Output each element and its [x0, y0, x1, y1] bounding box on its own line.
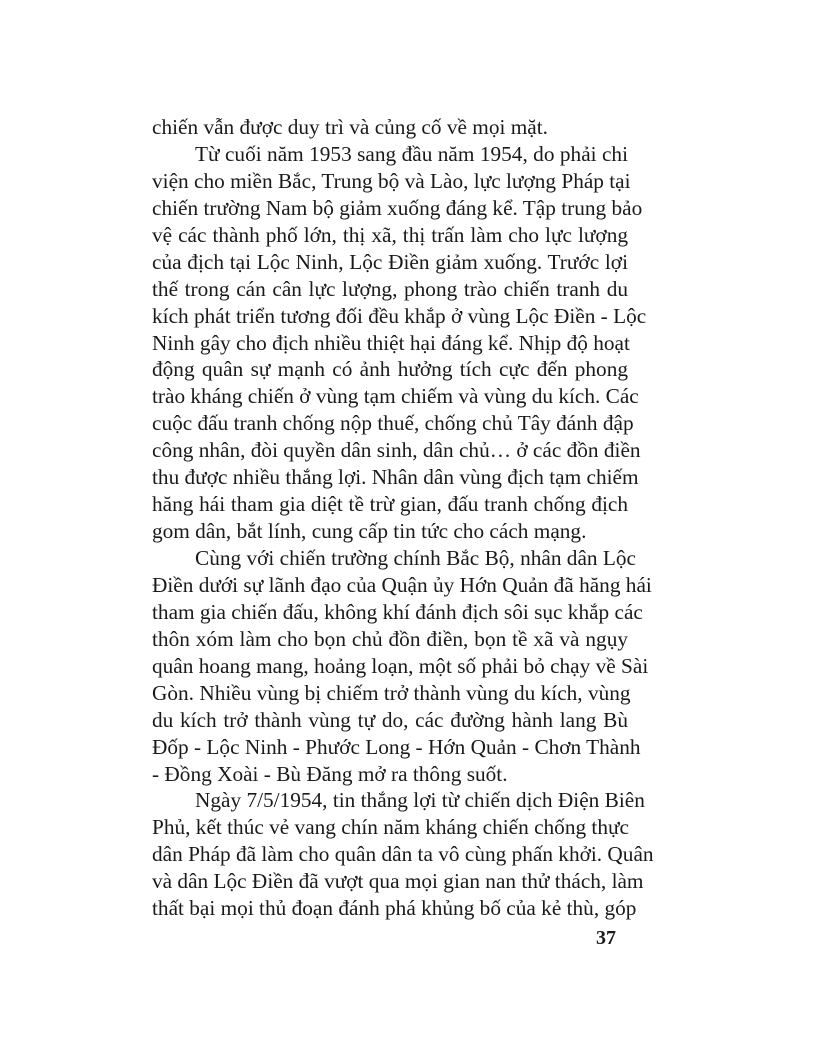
- text-line: của địch tại Lộc Ninh, Lộc Điền giảm xuống. Trước lợi: [152, 249, 628, 274]
- text-line: Điền dưới sự lãnh đạo của Quận ủy Hớn Quản đã hăng hái: [152, 572, 652, 597]
- text-line: du kích trở thành vùng tự do, các đường hành lang Bù: [152, 707, 628, 732]
- paragraph: [152, 787, 654, 922]
- text-line: gom dân, bắt lính, cung cấp tin tức cho cách mạng.: [152, 519, 587, 544]
- text-line: thất bại mọi thủ đoạn đánh phá khủng bố của kẻ thù, góp: [152, 896, 637, 921]
- text-line: Phủ, kết thúc vẻ vang chín năm kháng chiến chống thực: [152, 815, 629, 840]
- text-line: trào kháng chiến ở vùng tạm chiếm và vùng du kích. Các: [152, 384, 639, 409]
- text-line: kích phát triển tương đối đều khắp ở vùng Lộc Điền - Lộc: [152, 303, 647, 328]
- text-line: Ngày 7/5/1954, tin thắng lợi từ chiến dịch Điện Biên: [195, 788, 645, 813]
- text-line: cuộc đấu tranh chống nộp thuế, chống chủ Tây đánh đập: [152, 411, 634, 436]
- text-line: viện cho miền Bắc, Trung bộ và Lào, lực lượng Pháp tại: [152, 168, 631, 193]
- text-line: công nhân, đòi quyền dân sinh, dân chủ… ở các đồn điền: [152, 438, 641, 463]
- text-line: Ninh gây cho địch nhiều thiệt hại đáng kể. Nhịp độ hoạt: [152, 330, 630, 355]
- text-line: Cùng với chiến trường chính Bắc Bộ, nhân dân Lộc: [195, 546, 636, 570]
- text-line: hăng hái tham gia diệt tề trừ gian, đấu tranh chống địch: [152, 492, 628, 517]
- paragraph: [152, 114, 628, 141]
- text-line: - Đồng Xoài - Bù Đăng mở ra thông suốt.: [152, 761, 508, 786]
- page-body-text: [152, 114, 654, 922]
- text-line: Từ cuối năm 1953 sang đầu năm 1954, do phải chi: [195, 141, 628, 166]
- text-line: dân Pháp đã làm cho quân dân ta vô cùng phấn khởi. Quân: [152, 842, 654, 867]
- text-line: và dân Lộc Điền đã vượt qua mọi gian nan thử thách, làm: [152, 869, 644, 894]
- paragraph: [152, 545, 652, 787]
- text-line: chiến vẫn được duy trì và củng cố về mọi mặt.: [152, 115, 548, 139]
- text-line: chiến trường Nam bộ giảm xuống đáng kể. Tập trung bảo: [152, 195, 643, 220]
- text-line: Đốp - Lộc Ninh - Phước Long - Hớn Quản - Chơn Thành: [152, 734, 641, 759]
- text-line: quân hoang mang, hoảng loạn, một số phải bỏ chạy về Sài: [152, 653, 649, 678]
- text-line: Gòn. Nhiều vùng bị chiếm trở thành vùng du kích, vùng: [152, 680, 631, 705]
- text-line: động quân sự mạnh có ảnh hưởng tích cực đến phong: [152, 357, 628, 382]
- text-line: tham gia chiến đấu, không khí đánh địch sôi sục khắp các: [152, 599, 643, 624]
- paragraph: [152, 141, 647, 545]
- text-line: thu được nhiều thắng lợi. Nhân dân vùng địch tạm chiếm: [152, 465, 639, 490]
- page-number: 37: [596, 927, 616, 949]
- text-line: vệ các thành phố lớn, thị xã, thị trấn làm cho lực lượng: [152, 222, 628, 247]
- text-line: thôn xóm làm cho bọn chủ đồn điền, bọn tề xã và ngụy: [152, 626, 628, 651]
- text-line: thế trong cán cân lực lượng, phong trào chiến tranh du: [152, 276, 628, 301]
